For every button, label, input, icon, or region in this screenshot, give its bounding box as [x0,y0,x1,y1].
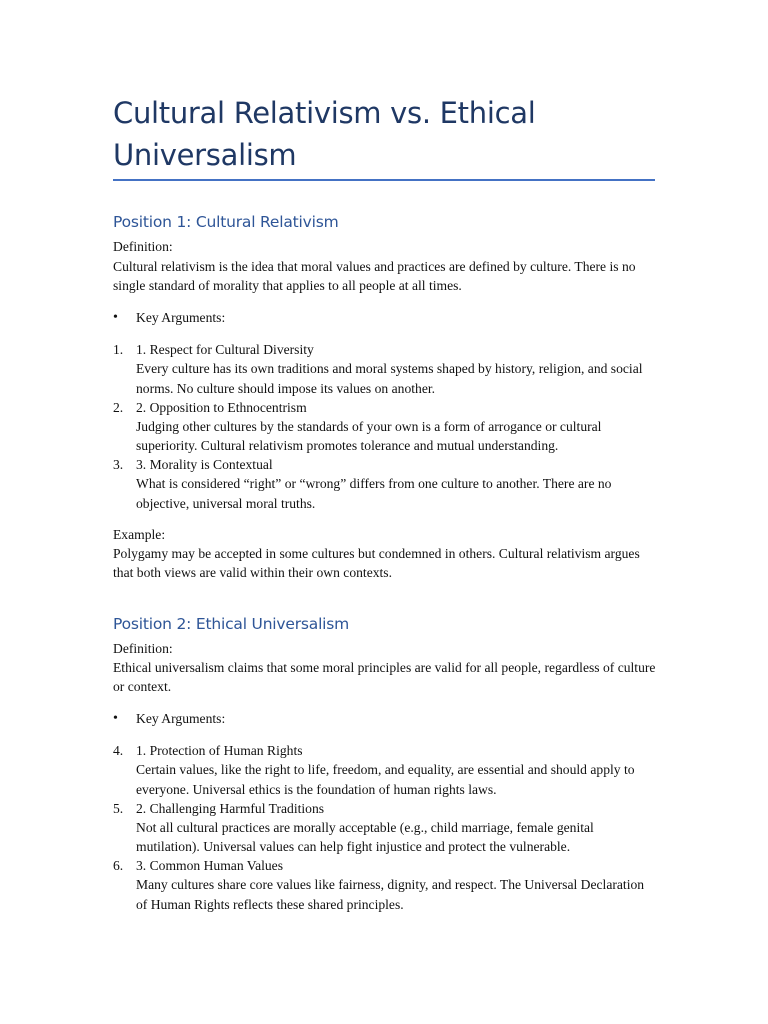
list-item-number: 3. [113,457,124,472]
example-text: Polygamy may be accepted in some cultures but condemned in others. Cultural relativism argues that both views are valid within their own contexts. [113,546,640,581]
bullet-dot-icon: • [113,711,118,726]
section-heading-ethical-universalism: Position 2: Ethical Universalism [113,615,350,633]
list-item-body: Certain values, like the right to life, freedom, and equality, are essential and should apply to everyone. Universal ethics is the foundation of human rights laws. [136,762,635,797]
list-item-body: What is considered “right” or “wrong” differs from one culture to another. There are no objective, universal moral truths. [136,476,612,511]
list-item-title: 1. Respect for Cultural Diversity [136,342,314,357]
list-item-body: Every culture has its own traditions and moral systems shaped by history, religion, and social norms. No culture should impose its values on another. [136,361,643,396]
section-heading-cultural-relativism: Position 1: Cultural Relativism [113,213,339,231]
example-label: Example: [113,527,166,542]
list-item-title: 3. Morality is Contextual [136,457,273,472]
list-item-number: 4. [113,743,124,758]
list-item-body: Not all cultural practices are morally acceptable (e.g., child marriage, female genital mutilation). Universal values can help fight injustice and protect the vulnerable. [136,819,594,855]
definition-label: Definition: [113,640,173,656]
list-item-body: Many cultures share core values like fairness, dignity, and respect. The Universal Declaration of Human Rights reflects these shared principles. [136,877,645,912]
document-title: Cultural Relativism vs. Ethical Universalism [113,96,536,172]
list-item-title: 1. Protection of Human Rights [136,743,303,758]
list-item-number: 6. [113,858,124,873]
bullet-dot-icon: • [113,310,118,325]
bullet-label: Key Arguments: [136,310,226,325]
list-item-number: 5. [113,800,124,816]
definition-text: Cultural relativism is the idea that moral values and practices are defined by culture. There is no single standard of morality that applies to all people at all times. [113,258,636,293]
list-item-title: 2. Opposition to Ethnocentrism [136,399,307,415]
bullet-label: Key Arguments: [136,711,226,726]
list-item-title: 2. Challenging Harmful Traditions [136,800,325,816]
list-item-number: 1. [113,342,124,357]
definition-label: Definition: [113,239,173,254]
list-item-number: 2. [113,399,124,415]
definition-text: Ethical universalism claims that some moral principles are valid for all people, regardless of culture or context. [113,660,656,695]
title-divider [113,179,655,181]
list-item-title: 3. Common Human Values [136,858,284,873]
list-item-body: Judging other cultures by the standards of your own is a form of arrogance or cultural superiority. Cultural relativism promotes tolerance and mutual understanding. [136,418,602,454]
